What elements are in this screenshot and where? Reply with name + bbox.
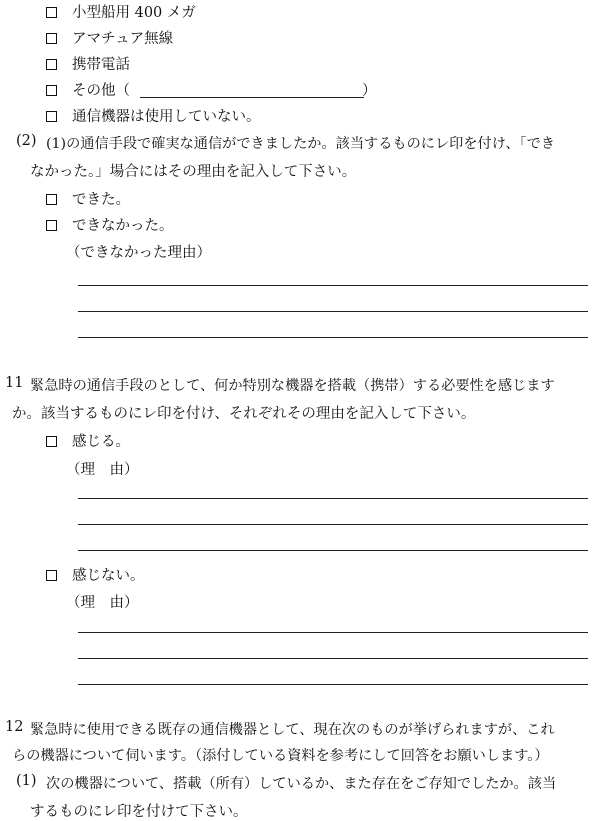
reason-write-line[interactable]: [78, 658, 588, 659]
question-text: らの機器について伺います。（添付している資料を参考にして回答をお願いします。）: [12, 748, 549, 764]
option-label: 感じない。: [72, 568, 145, 584]
reason-write-line[interactable]: [78, 311, 588, 312]
option-label: できた。: [72, 192, 130, 208]
checkbox-no-need[interactable]: [46, 570, 57, 581]
question-number: 11: [5, 375, 24, 391]
question-text: (1)の通信手段で確実な通信ができましたか。該当するものにレ印を付け、「でき: [46, 136, 555, 152]
sub-question-number: (1): [16, 773, 37, 789]
reason-write-line[interactable]: [78, 285, 588, 286]
option-label: その他（: [72, 83, 130, 99]
sub-question-text: するものにレ印を付けて下さい。: [30, 804, 248, 820]
reason-write-line[interactable]: [78, 632, 588, 633]
reason-write-line[interactable]: [78, 684, 588, 685]
reason-write-line[interactable]: [78, 498, 588, 499]
other-close-paren: ）: [362, 83, 377, 99]
other-write-in-line[interactable]: [140, 97, 364, 98]
checkbox-small-marine-400mhz[interactable]: [46, 7, 57, 18]
question-text: か。該当するものにレ印を付け、それぞれその理由を記入して下さい。: [12, 406, 476, 422]
reason-label: （理 由）: [66, 462, 139, 478]
checkbox-could[interactable]: [46, 194, 57, 205]
checkbox-feel-need[interactable]: [46, 436, 57, 447]
question-text: 緊急時に使用できる既存の通信機器として、現在次のものが挙げられますが、これ: [30, 722, 555, 738]
option-label: 感じる。: [72, 434, 130, 450]
reason-write-line[interactable]: [78, 524, 588, 525]
question-text: なかった。」場合にはその理由を記入して下さい。: [30, 164, 357, 180]
reason-label: （できなかった理由）: [66, 245, 211, 261]
option-label: アマチュア無線: [72, 31, 174, 47]
option-label: 携帯電話: [72, 57, 130, 73]
option-label: できなかった。: [72, 218, 174, 234]
checkbox-mobile-phone[interactable]: [46, 59, 57, 70]
reason-write-line[interactable]: [78, 337, 588, 338]
question-text: 緊急時の通信手段のとして、何か特別な機器を搭載（携帯）する必要性を感じます: [30, 378, 555, 394]
checkbox-no-device[interactable]: [46, 111, 57, 122]
question-number: 12: [5, 719, 24, 735]
checkbox-amateur-radio[interactable]: [46, 33, 57, 44]
checkbox-other[interactable]: [46, 85, 57, 96]
option-label: 小型船用 400 メガ: [72, 5, 196, 21]
reason-label: （理 由）: [66, 595, 139, 611]
checkbox-could-not[interactable]: [46, 220, 57, 231]
question-number: (2): [16, 133, 37, 149]
reason-write-line[interactable]: [78, 550, 588, 551]
sub-question-text: 次の機器について、搭載（所有）しているか、また存在をご存知でしたか。該当: [46, 776, 557, 792]
option-label: 通信機器は使用していない。: [72, 109, 261, 125]
